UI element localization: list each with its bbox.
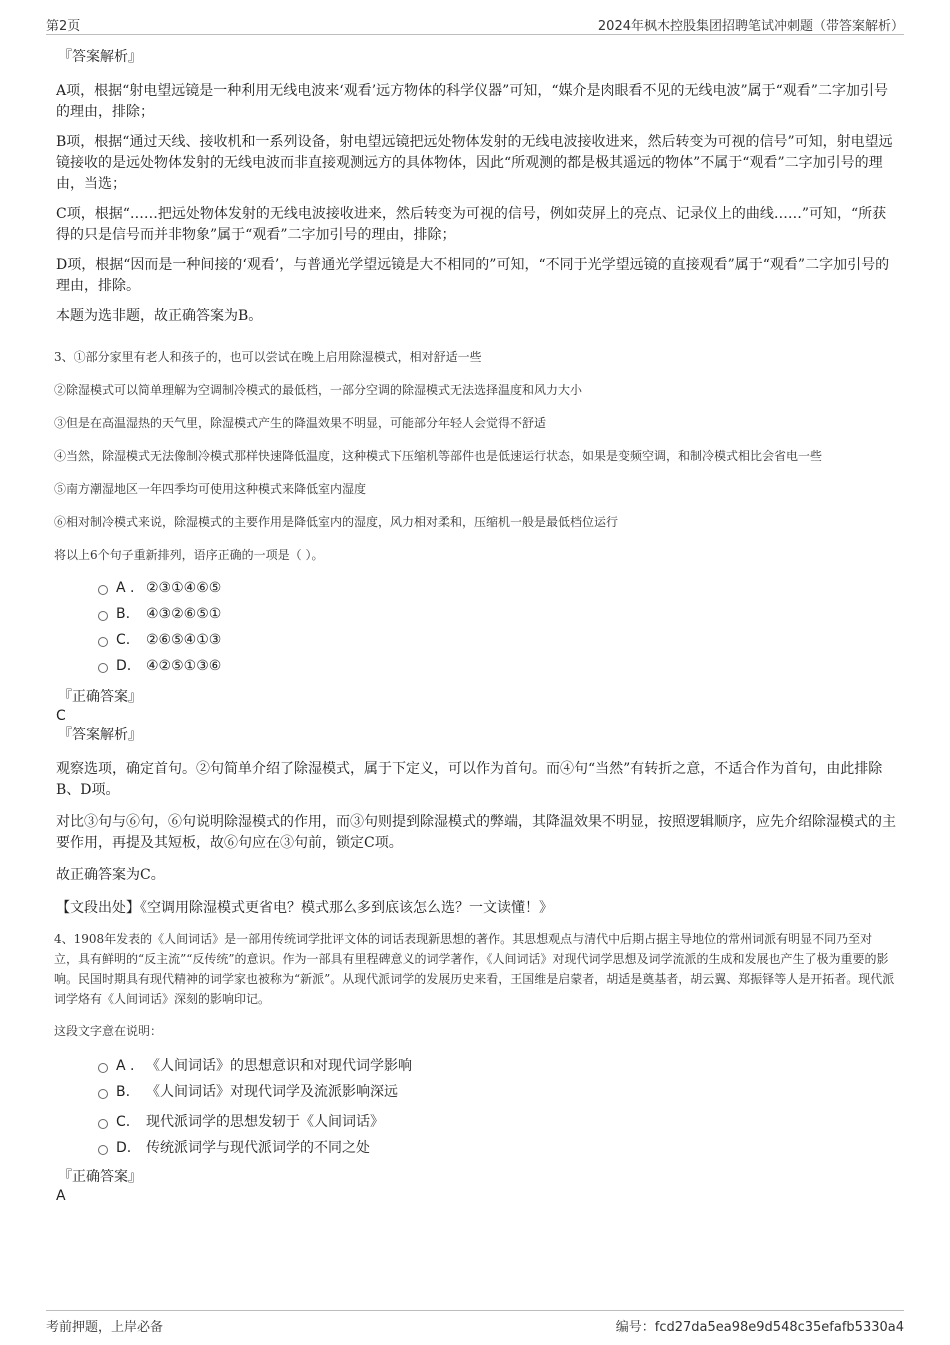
- radio-icon[interactable]: [98, 611, 108, 621]
- option-label: A .: [116, 580, 135, 596]
- option-text: 现代派词学的思想发轫于《人间词话》: [146, 1114, 384, 1130]
- correct-answer-heading: 『正确答案』: [58, 1169, 142, 1185]
- radio-icon[interactable]: [98, 585, 108, 595]
- option-text: 传统派词学与现代派词学的不同之处: [146, 1140, 370, 1156]
- analysis-paragraph-d: D项，根据“因而是一种间接的‘观看’，与普通光学望远镜是大不相同的”可知，“不同于光学望远镜的直接观看”属于“观看”二字加引号的理由，排除。: [56, 257, 890, 294]
- analysis-paragraph-c: C项，根据“……把远处物体发射的无线电波接收进来，然后转变为可视的信号，例如荧屏上的亮点、记录仪上的曲线……”可知，“所获得的只是信号而并非物象”属于“观看”二字加引号的理由，排除；: [56, 206, 887, 243]
- option-text: ④③②⑥⑤①: [146, 606, 222, 622]
- analysis-paragraph-b: B项，根据“通过天线、接收机和一系列设备，射电望远镜把远处物体发射的无线电波接收进来，然后转变为可视的信号”可知，射电望远镜接收的是远处物体发射的无线电波而非直接观测远方的具体物体，因此“所观测的都是极其遥远的物体”不属于“观看”二字加引号的理由，当选；: [56, 134, 893, 192]
- radio-icon[interactable]: [98, 1063, 108, 1073]
- source-citation: 【文段出处】《空调用除湿模式更省电？模式那么多到底该怎么选？一文读懂！》: [56, 900, 553, 916]
- document-title: 2024年枫木控股集团招聘笔试冲刺题（带答案解析）: [597, 19, 904, 34]
- analysis-conclusion: 故正确答案为C。: [56, 867, 165, 883]
- option-text: 《人间词话》对现代词学及流派影响深远: [146, 1084, 398, 1100]
- option-label: D.: [116, 1140, 132, 1156]
- radio-icon[interactable]: [98, 1089, 108, 1099]
- main-content: [56, 44, 896, 1205]
- page-number: 第2页: [46, 19, 81, 34]
- document-code: [616, 1316, 904, 1335]
- option-b[interactable]: [56, 1079, 896, 1105]
- option-text: ②⑥⑤④①③: [146, 632, 222, 648]
- question-3-sentence-2: ②除湿模式可以简单理解为空调制冷模式的最低档，一部分空调的除湿模式无法选择温度和风力大小: [54, 383, 583, 397]
- question-3-prompt: 将以上6个句子重新排列，语序正确的一项是（ ）。: [54, 548, 324, 562]
- footer-slogan: 考前押题，上岸必备: [46, 1320, 164, 1335]
- option-a[interactable]: [56, 575, 896, 601]
- analysis-paragraph: 对比③句与⑥句，⑥句说明除湿模式的作用，而③句则提到除湿模式的弊端，其降温效果不明显，按照逻辑顺序，应先介绍除湿模式的主要作用，再提及其短板，故⑥句应在③句前，锁定C项。: [56, 814, 896, 851]
- correct-answer: A: [56, 1188, 66, 1204]
- page-header: [46, 14, 904, 35]
- option-c[interactable]: [56, 627, 896, 653]
- code-label: 编号：: [615, 1320, 655, 1335]
- question-3-sentence-4: ④当然，除湿模式无法像制冷模式那样快速降低温度，这种模式下压缩机等部件也是低速运行状态，如果是变频空调，和制冷模式相比会省电一些: [54, 449, 823, 463]
- option-text: ④②⑤①③⑥: [146, 658, 222, 674]
- code-value: fcd27da5ea98e9d548c35efafb5330a4: [654, 1320, 904, 1335]
- question-3-sentence-6: ⑥相对制冷模式来说，除湿模式的主要作用是降低室内的湿度，风力相对柔和，压缩机一般是最低档位运行: [54, 515, 619, 529]
- option-label: D.: [116, 658, 132, 674]
- question-4-options: [56, 1053, 896, 1161]
- correct-answer-heading: 『正确答案』: [58, 689, 142, 705]
- question-3-options: [56, 575, 896, 679]
- option-b[interactable]: [56, 601, 896, 627]
- option-text: 《人间词话》的思想意识和对现代词学影响: [146, 1058, 412, 1074]
- option-d[interactable]: [56, 1135, 896, 1161]
- question-3-sentence-5: ⑤南方潮湿地区一年四季均可使用这种模式来降低室内湿度: [54, 482, 367, 496]
- question-3-sentence-3: ③但是在高温湿热的天气里，除湿模式产生的降温效果不明显，可能部分年轻人会觉得不舒适: [54, 416, 547, 430]
- option-label: B.: [116, 1084, 131, 1100]
- question-4-passage: 4、1908年发表的《人间词话》是一部用传统词学批评文体的词话表现新思想的著作。其思想观点与清代中后期占据主导地位的常州词派有明显不同乃至对立，具有鲜明的“反主流”“反传统”的意识。作为一部具有里程碑意义的词学著作，《人间词话》对现代词学思想及词学流派的生成和发展也产生了极为重要的影响。民国时期具有现代精神的词学家也被称为“新派”。从现代派词学的发展历史来看，王国维是启蒙者，胡适是奠基者，胡云翼、郑振铎等人是开拓者。现代派词学烙有《人间词话》深刻的影响印记。: [54, 932, 895, 1006]
- analysis-heading: 『答案解析』: [58, 49, 142, 65]
- radio-icon[interactable]: [98, 1119, 108, 1129]
- option-a[interactable]: [56, 1053, 896, 1079]
- analysis-paragraph: 观察选项，确定首句。②句简单介绍了除湿模式，属于下定义，可以作为首句。而④句“当然”有转折之意，不适合作为首句，由此排除B、D项。: [56, 761, 883, 798]
- radio-icon[interactable]: [98, 1145, 108, 1155]
- page-footer: [46, 1310, 904, 1337]
- option-label: B.: [116, 606, 131, 622]
- option-label: C.: [116, 632, 131, 648]
- radio-icon[interactable]: [98, 663, 108, 673]
- analysis-conclusion: 本题为选非题，故正确答案为B。: [56, 308, 263, 324]
- option-label: C.: [116, 1114, 131, 1130]
- radio-icon[interactable]: [98, 637, 108, 647]
- question-3-sentence-1: 3、①部分家里有老人和孩子的，也可以尝试在晚上启用除湿模式，相对舒适一些: [54, 350, 482, 364]
- question-4-prompt: 这段文字意在说明：: [54, 1024, 163, 1038]
- correct-answer: C: [56, 708, 66, 724]
- option-c[interactable]: [56, 1109, 896, 1135]
- analysis-heading: 『答案解析』: [58, 727, 142, 743]
- option-label: A .: [116, 1058, 135, 1074]
- option-d[interactable]: [56, 653, 896, 679]
- option-text: ②③①④⑥⑤: [146, 580, 222, 596]
- analysis-paragraph-a: A项，根据“射电望远镜是一种利用无线电波来‘观看’远方物体的科学仪器”可知，“媒介是肉眼看不见的无线电波”属于“观看”二字加引号的理由，排除；: [56, 83, 888, 120]
